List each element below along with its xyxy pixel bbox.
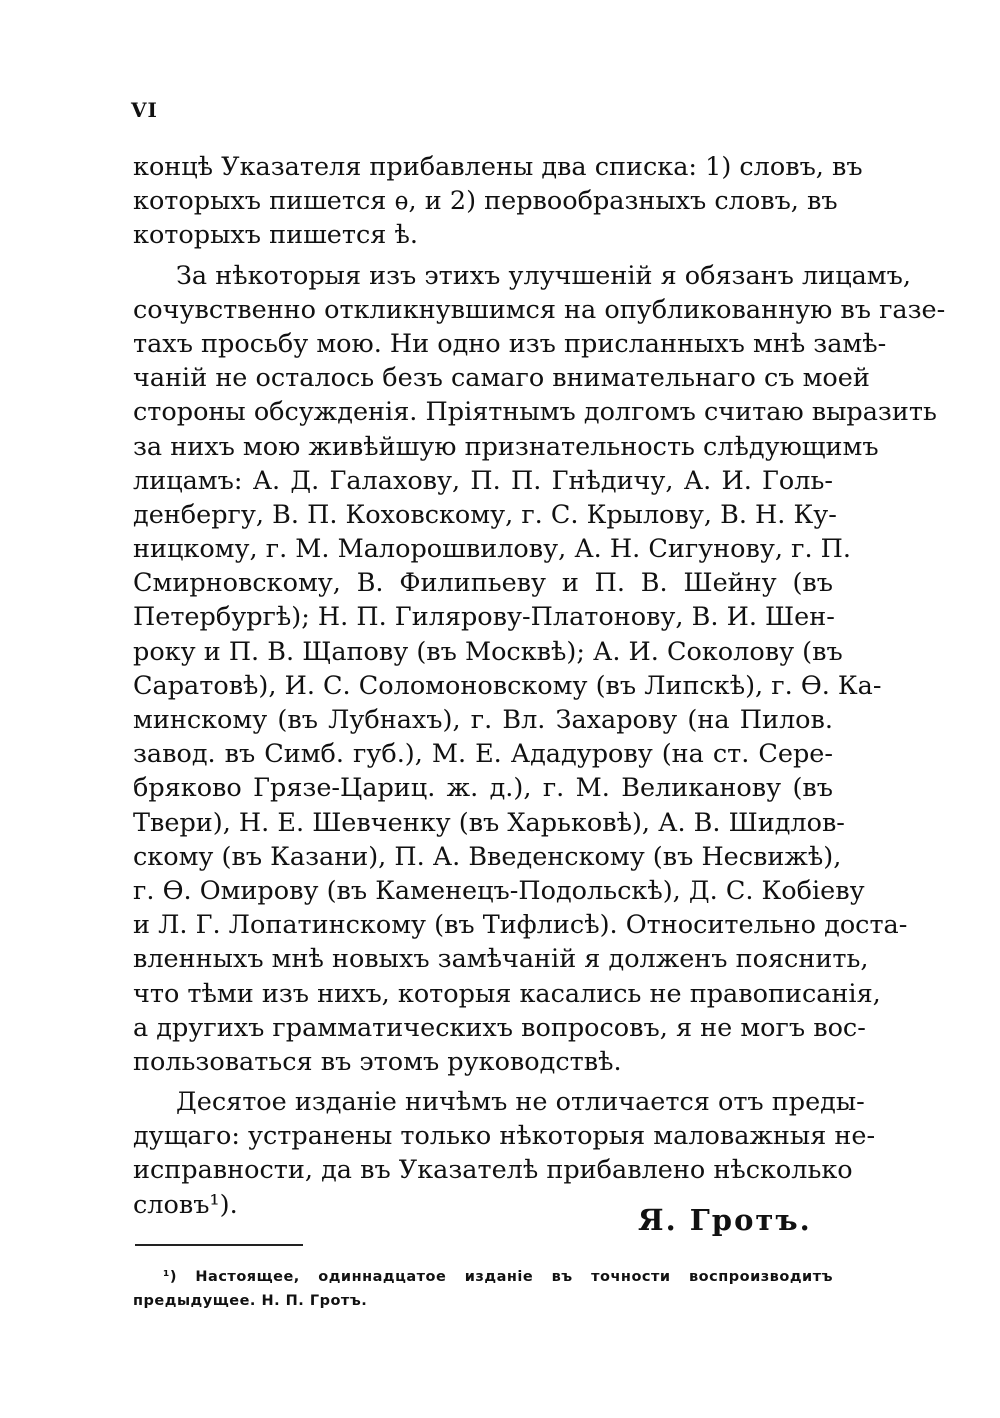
text-line: которыхъ пишется ѳ, и 2) первообразныхъ словъ, въ	[133, 186, 838, 217]
author-signature: Я. Гротъ.	[638, 1203, 812, 1237]
footnote-divider	[135, 1244, 303, 1246]
text-line: за нихъ мою живѣйшую признательность слѣдующимъ	[133, 431, 879, 462]
text-line: За нѣкоторыя изъ этихъ улучшеній я обязанъ лицамъ,	[176, 260, 911, 291]
text-line: словъ¹).	[133, 1189, 238, 1220]
text-line: скому (въ Казани), П. А. Введенскому (въ Несвижѣ),	[133, 841, 842, 872]
page-number: VI	[131, 98, 158, 122]
text-line: что тѣми изъ нихъ, которыя касались не правописанія,	[133, 978, 881, 1009]
text-line: минскому (въ Лубнахъ), г. Вл. Захарову (на Пилов.	[133, 705, 833, 735]
text-line: ницкому, г. М. Малорошвилову, А. Н. Сигунову, г. П.	[133, 534, 852, 565]
text-line: тахъ просьбу мою. Ни одно изъ присланныхъ мнѣ замѣ-	[133, 328, 887, 359]
text-line: пользоваться въ этомъ руководствѣ.	[133, 1046, 622, 1077]
text-line: и Л. Г. Лопатинскому (въ Тифлисѣ). Относительно доста-	[133, 910, 908, 941]
text-line: Петербургѣ); Н. П. Гилярову-Платонову, В. И. Шен-	[133, 602, 835, 633]
text-line: Смирновскому, В. Филипьеву и П. В. Шейну (въ	[133, 568, 833, 599]
text-line: исправности, да въ Указателѣ прибавлено нѣсколько	[133, 1155, 853, 1186]
footnote	[133, 1265, 833, 1313]
text-line: Твери), Н. Е. Шевченку (въ Харьковѣ), А. В. Шидлов-	[133, 807, 845, 838]
text-line: которыхъ пишется ѣ.	[133, 220, 418, 251]
text-line: денбергу, В. П. Коховскому, г. С. Крылову, В. Н. Ку-	[133, 499, 837, 530]
text-line: вленныхъ мнѣ новыхъ замѣчаній я долженъ пояснить,	[133, 944, 869, 975]
text-line: дущаго: устранены только нѣкоторыя маловажныя не-	[133, 1121, 876, 1152]
text-line: г. Ѳ. Омирову (въ Каменецъ-Подольскѣ), Д. С. Кобіеву	[133, 875, 865, 906]
text-line: чаній не осталось безъ самаго внимательнаго съ моей	[133, 363, 870, 394]
text-line: лицамъ: А. Д. Галахову, П. П. Гнѣдичу, А. И. Голь-	[133, 465, 833, 496]
text-line: концѣ Указателя прибавлены два списка: 1) словъ, въ	[133, 152, 863, 182]
footnote-line: ¹) Настоящее, одиннадцатое изданіе въ точности воспроизводитъ	[163, 1269, 833, 1285]
body-text	[133, 150, 946, 1222]
text-line: сочувственно откликнувшимся на опубликованную въ газе-	[133, 294, 946, 325]
footnote-line: предыдущее. Н. П. Гротъ.	[133, 1293, 368, 1309]
text-line: Десятое изданіе ничѣмъ не отличается отъ преды-	[176, 1087, 865, 1118]
text-line: року и П. В. Щапову (въ Москвѣ); А. И. Соколову (въ	[133, 636, 843, 667]
text-line: бряково Грязе-Цариц. ж. д.), г. М. Великанову (въ	[133, 773, 833, 804]
text-line: стороны обсужденія. Пріятнымъ долгомъ считаю выразить	[133, 397, 937, 428]
text-line: а другихъ грамматическихъ вопросовъ, я не могъ вос-	[133, 1012, 866, 1043]
text-line: завод. въ Симб. губ.), М. Е. Ададурову (на ст. Сере-	[133, 739, 833, 770]
text-line: Саратовѣ), И. С. Соломоновскому (въ Липскѣ), г. Ѳ. Ка-	[133, 670, 882, 701]
